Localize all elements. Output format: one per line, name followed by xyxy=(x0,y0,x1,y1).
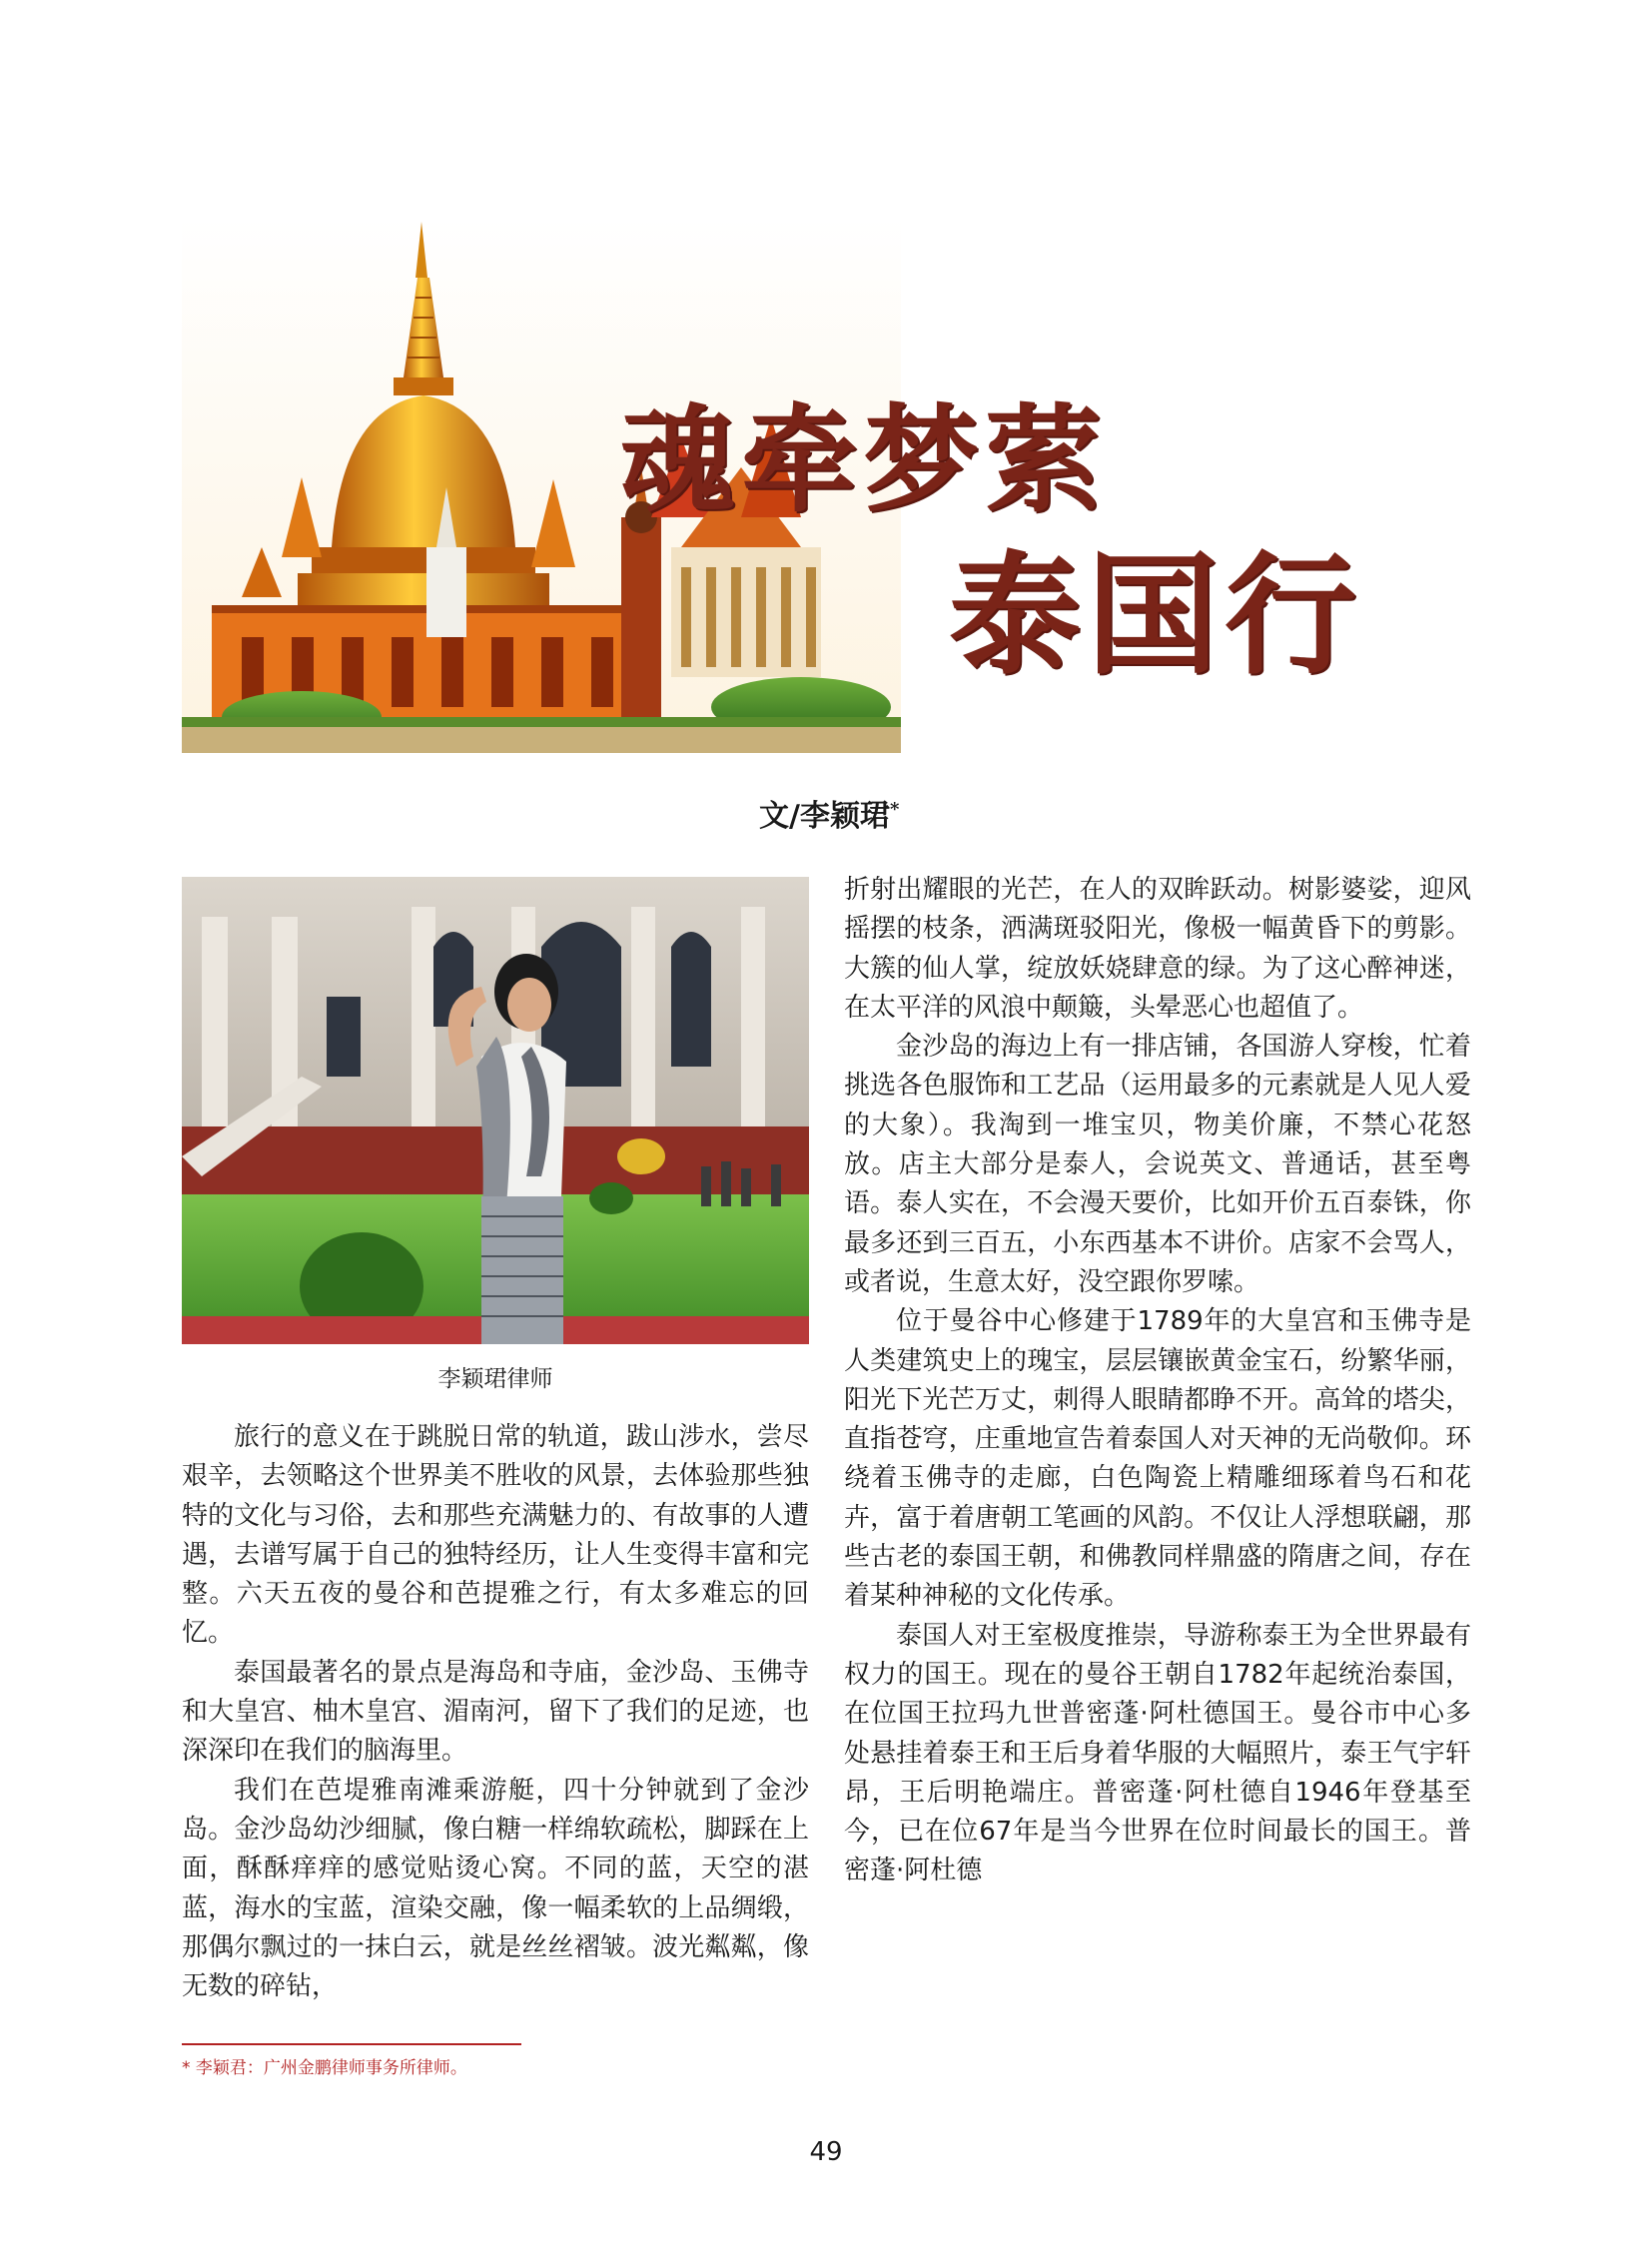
paragraph: 金沙岛的海边上有一排店铺，各国游人穿梭，忙着挑选各色服饰和工艺品（运用最多的元素就是人见人爱的大象）。我淘到一堆宝贝，物美价廉，不禁心花怒放。店主大部分是泰人，会说英文、普通话，甚至粤语。泰人实在，不会漫天要价，比如开价五百泰铢，你最多还到三百五，小东西基本不讲价。店家不会骂人，或者说，生意太好，没空跟你罗嗦。 xyxy=(844,1032,1471,1297)
left-column xyxy=(182,1418,809,2006)
footnote-rule xyxy=(182,2043,521,2045)
paragraph: 泰国人对王室极度推崇，导游称泰王为全世界最有权力的国王。现在的曼谷王朝自1782年起统治泰国，在位国王拉玛九世普密蓬·阿杜德国王。曼谷市中心多处悬挂着泰王和王后身着华服的大幅照片，泰王气宇轩昂，王后明艳端庄。普密蓬·阿杜德自1946年登基至今，已在位67年是当今世界在位时间最长的国王。普密蓬·阿杜德 xyxy=(844,1620,1471,1886)
byline-mark: * xyxy=(889,799,900,820)
title-line-2: 泰国行 xyxy=(949,539,1362,693)
right-column xyxy=(844,871,1471,1891)
title-line-1: 魂牵梦萦 xyxy=(619,393,1107,528)
paragraph-continuation: 折射出耀眼的光芒，在人的双眸跃动。树影婆娑，迎风摇摆的枝条，洒满斑驳阳光，像极一幅黄昏下的剪影。大簇的仙人掌，绽放妖娆肆意的绿。为了这心醉神迷，在太平洋的风浪中颠簸，头晕恶心也超值了。 xyxy=(844,875,1471,1023)
page-number: 49 xyxy=(809,2137,843,2167)
paragraph: 位于曼谷中心修建于1789年的大皇宫和玉佛寺是人类建筑史上的瑰宝，层层镶嵌黄金宝石，纷繁华丽，阳光下光芒万丈，刺得人眼睛都睁不开。高耸的塔尖，直指苍穹，庄重地宣告着泰国人对天神的无尚敬仰。环绕着玉佛寺的走廊，白色陶瓷上精雕细琢着鸟石和花卉，富于着唐朝工笔画的风韵。不仅让人浮想联翩，那些古老的泰国王朝，和佛教同样鼎盛的隋唐之间，存在着某种神秘的文化传承。 xyxy=(844,1306,1471,1612)
author-photo xyxy=(182,877,809,1344)
paragraph: 我们在芭堤雅南滩乘游艇，四十分钟就到了金沙岛。金沙岛幼沙细腻，像白糖一样绵软疏松，脚踩在上面，酥酥痒痒的感觉贴烫心窝。不同的蓝，天空的湛蓝，海水的宝蓝，渲染交融，像一幅柔软的上品绸缎，那偶尔飘过的一抹白云，就是丝丝褶皱。波光粼粼，像无数的碎钻， xyxy=(182,1775,809,2002)
byline xyxy=(759,791,899,835)
paragraph: 旅行的意义在于跳脱日常的轨道，跋山涉水，尝尽艰辛，去领略这个世界美不胜收的风景，去体验那些独特的文化与习俗，去和那些充满魅力的、有故事的人遭遇，去谱写属于自己的独特经历，让人生变得丰富和完整。六天五夜的曼谷和芭提雅之行，有太多难忘的回忆。 xyxy=(182,1422,809,1649)
byline-text: 文/李颖珺 xyxy=(759,799,890,834)
photo-caption: 李颖珺律师 xyxy=(437,1366,553,1392)
footnote: * 李颖君：广州金鹏律师事务所律师。 xyxy=(182,2058,467,2078)
paragraph: 泰国最著名的景点是海岛和寺庙，金沙岛、玉佛寺和大皇宫、柚木皇宫、湄南河，留下了我们的足迹，也深深印在我们的脑海里。 xyxy=(182,1657,809,1767)
